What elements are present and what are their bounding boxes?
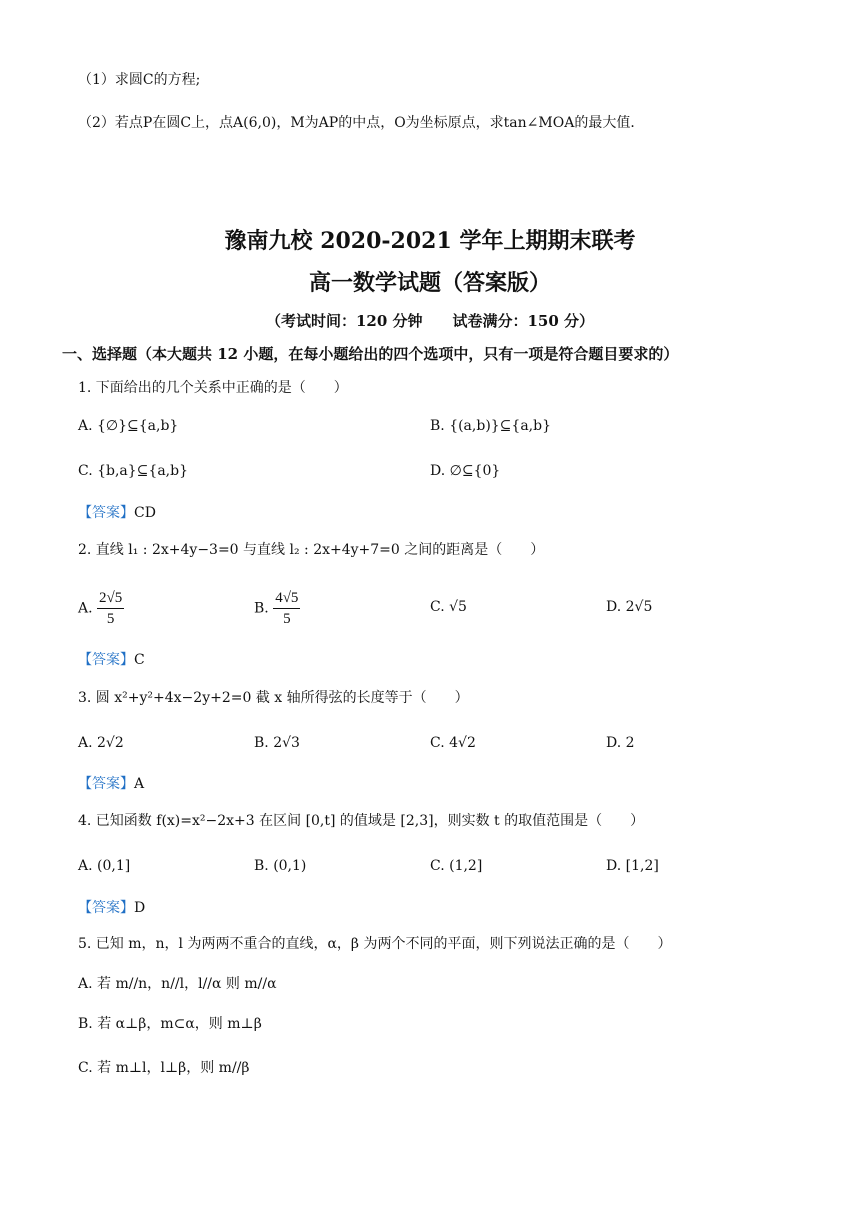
question-2-option-b [254,588,300,629]
question-1-option-c: C. {b,a}⊆{a,b} [78,463,188,479]
question-5-option-c: C. 若 m⊥l，l⊥β，则 m//β [78,1060,250,1076]
fraction-numerator: 2√5 [97,588,124,609]
question-4-option-d: D. [1,2] [606,858,659,874]
question-1-option-d: D. ∅⊆{0} [430,463,501,479]
question-5-option-a: A. 若 m//n，n//l，l//α 则 m//α [78,976,277,992]
question-5-stem: 5. 已知 m，n，l 为两两不重合的直线，α，β 为两个不同的平面，则下列说法正确的是（ ） [78,936,672,952]
question-3-option-d: D. 2 [606,735,635,751]
fraction-denominator: 5 [283,611,291,627]
answer-value: C [134,652,145,668]
option-label: A. [78,600,93,617]
question-1-answer [78,502,156,522]
answer-value: CD [134,505,156,521]
question-3-option-c: C. 4√2 [430,735,476,751]
question-2-option-d: D. 2√5 [606,599,653,615]
question-3-option-b: B. 2√3 [254,735,300,751]
question-1-option-b: B. {(a,b)}⊆{a,b} [430,418,551,434]
question-4-option-b: B. (0,1) [254,858,307,874]
question-1-stem: 1. 下面给出的几个关系中正确的是（ ） [78,380,348,396]
question-2-answer [78,649,145,669]
exam-subtitle: 高一数学试题（答案版） [308,270,551,296]
question-1-option-a: A. {∅}⊆{a,b} [78,418,179,434]
answer-value: A [134,776,145,792]
question-2-stem: 2. 直线 l₁ : 2x+4y−3=0 与直线 l₂ : 2x+4y+7=0 之间的距离是（ ） [78,542,545,558]
section-heading: 一、选择题（本大题共 12 小题，在每小题给出的四个选项中，只有一项是符合题目要求的） [62,345,679,363]
question-3-option-a: A. 2√2 [78,735,124,751]
answer-tag: 【答案】 [78,900,134,916]
question-3-stem: 3. 圆 x²+y²+4x−2y+2=0 截 x 轴所得弦的长度等于（ ） [78,690,469,706]
fraction-denominator: 5 [106,611,115,627]
question-4-option-a: A. (0,1] [78,858,131,874]
answer-tag: 【答案】 [78,776,134,792]
question-part-1: （1）求圆C的方程; [78,72,201,88]
fraction [273,588,300,629]
answer-value: D [134,900,146,916]
question-4-answer [78,897,145,917]
question-2-option-c: C. √5 [430,599,467,615]
question-4-option-c: C. (1,2] [430,858,483,874]
fraction-numerator: 4√5 [273,588,300,609]
fraction [97,588,124,629]
exam-title: 豫南九校 2020-2021 学年上期期末联考 [224,228,636,254]
question-part-2: （2）若点P在圆C上，点A(6,0)，M为AP的中点，O为坐标原点，求tan∠MOA的最大值． [78,115,645,131]
question-4-stem: 4. 已知函数 f(x)=x²−2x+3 在区间 [0,t] 的值域是 [2,3]，则实数 t 的取值范围是（ ） [78,813,645,829]
question-5-option-b: B. 若 α⊥β，m⊂α，则 m⊥β [78,1016,262,1032]
exam-info: （考试时间：120 分钟 试卷满分：150 分） [265,312,595,330]
question-3-answer [78,773,144,793]
answer-tag: 【答案】 [78,505,134,521]
option-label: B. [254,600,269,617]
answer-tag: 【答案】 [78,652,134,668]
question-2-option-a [78,588,124,629]
